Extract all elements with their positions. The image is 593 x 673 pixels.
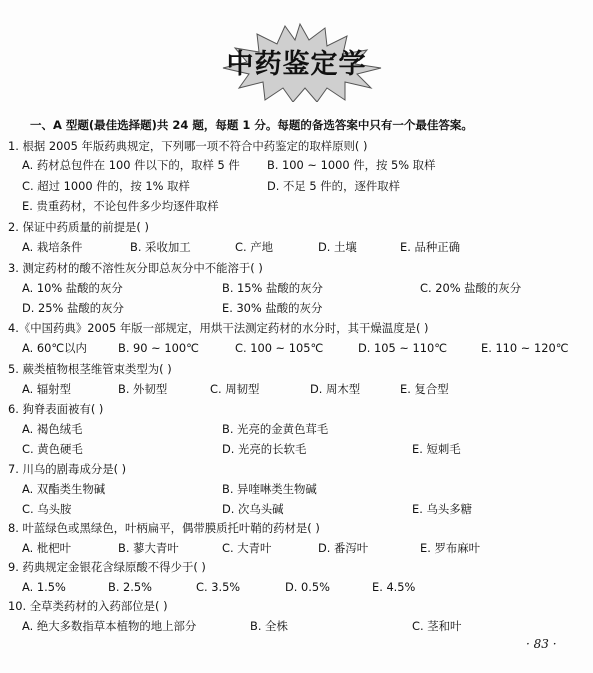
q7-option-b: B. 异喹啉类生物碱 <box>222 482 317 496</box>
q1-option-c: C. 超过 1000 件的，按 1% 取样 <box>22 179 190 193</box>
q6-option-d: D. 光亮的长软毛 <box>222 442 307 456</box>
question-9: 9. 药典规定金银花含绿原酸不得少于( ) <box>8 560 206 574</box>
q3-option-e: E. 30% 盐酸的灰分 <box>222 301 323 315</box>
q4-option-d: D. 105 ~ 110℃ <box>358 341 448 355</box>
q1-option-a: A. 药材总包件在 100 件以下的，取样 5 件 <box>22 158 240 172</box>
question-8: 8. 叶蓝绿色或黑绿色，叶柄扁平，偶带膜质托叶鞘的药材是( ) <box>8 521 320 535</box>
q4-option-c: C. 100 ~ 105℃ <box>235 341 324 355</box>
q5-option-e: E. 复合型 <box>400 382 449 396</box>
q7-option-c: C. 乌头胺 <box>22 502 72 516</box>
question-5: 5. 蕨类植物根茎维管束类型为( ) <box>8 362 172 376</box>
q4-option-e: E. 110 ~ 120℃ <box>481 341 569 355</box>
q8-option-d: D. 番泻叶 <box>318 541 369 555</box>
page-title: 中药鉴定学 <box>226 49 367 80</box>
q9-option-d: D. 0.5% <box>285 580 330 594</box>
page-number: · 83 · <box>526 637 557 651</box>
question-6: 6. 狗脊表面被有( ) <box>8 402 104 416</box>
q8-option-c: C. 大青叶 <box>222 541 272 555</box>
q1-option-d: D. 不足 5 件的，逐件取样 <box>267 179 401 193</box>
section-header: 一、A 型题(最佳选择题)共 24 题，每题 1 分。每题的备选答案中只有一个最佳答案。 <box>30 118 473 132</box>
q2-option-d: D. 土壤 <box>318 240 357 254</box>
q10-option-a: A. 绝大多数指草本植物的地上部分 <box>22 619 197 633</box>
q4-option-b: B. 90 ~ 100℃ <box>118 341 199 355</box>
q5-option-b: B. 外韧型 <box>118 382 168 396</box>
q8-option-e: E. 罗布麻叶 <box>420 541 481 555</box>
q5-option-d: D. 周木型 <box>310 382 361 396</box>
q9-option-e: E. 4.5% <box>372 580 416 594</box>
q7-option-d: D. 次乌头碱 <box>222 502 284 516</box>
question-2: 2. 保证中药质量的前提是( ) <box>8 220 149 234</box>
q9-option-c: C. 3.5% <box>196 580 241 594</box>
q2-option-e: E. 品种正确 <box>400 240 461 254</box>
q4-option-a: A. 60℃以内 <box>22 341 87 355</box>
q1-option-b: B. 100 ~ 1000 件，按 5% 取样 <box>267 158 436 172</box>
q3-option-c: C. 20% 盐酸的灰分 <box>420 281 522 295</box>
q2-option-c: C. 产地 <box>235 240 273 254</box>
q8-option-a: A. 枇杷叶 <box>22 541 72 555</box>
q2-option-a: A. 栽培条件 <box>22 240 83 254</box>
title-block <box>0 22 593 102</box>
q2-option-b: B. 采收加工 <box>130 240 191 254</box>
q5-option-a: A. 辐射型 <box>22 382 72 396</box>
question-7: 7. 川乌的剧毒成分是( ) <box>8 462 127 476</box>
q7-option-e: E. 乌头多糖 <box>412 502 473 516</box>
question-4: 4.《中国药典》2005 年版一部规定，用烘干法测定药材的水分时，其干燥温度是( ) <box>8 321 429 335</box>
q6-option-c: C. 黄色硬毛 <box>22 442 83 456</box>
q3-option-a: A. 10% 盐酸的灰分 <box>22 281 123 295</box>
q1-option-e: E. 贵重药材，不论包件多少均逐件取样 <box>22 199 219 213</box>
q3-option-d: D. 25% 盐酸的灰分 <box>22 301 124 315</box>
q8-option-b: B. 蓼大青叶 <box>118 541 179 555</box>
question-10: 10. 全草类药材的入药部位是( ) <box>8 599 168 613</box>
question-1: 1. 根据 2005 年版药典规定，下列哪一项不符合中药鉴定的取样原则( ) <box>8 139 368 153</box>
q3-option-b: B. 15% 盐酸的灰分 <box>222 281 323 295</box>
q6-option-b: B. 光亮的金黄色茸毛 <box>222 422 329 436</box>
q5-option-c: C. 周韧型 <box>210 382 260 396</box>
q6-option-e: E. 短刺毛 <box>412 442 461 456</box>
q10-option-b: B. 全株 <box>250 619 288 633</box>
q7-option-a: A. 双酯类生物碱 <box>22 482 106 496</box>
q6-option-a: A. 褐色绒毛 <box>22 422 83 436</box>
q9-option-a: A. 1.5% <box>22 580 66 594</box>
q10-option-c: C. 茎和叶 <box>412 619 462 633</box>
q9-option-b: B. 2.5% <box>108 580 152 594</box>
question-3: 3. 测定药材的酸不溶性灰分即总灰分中不能溶于( ) <box>8 261 263 275</box>
